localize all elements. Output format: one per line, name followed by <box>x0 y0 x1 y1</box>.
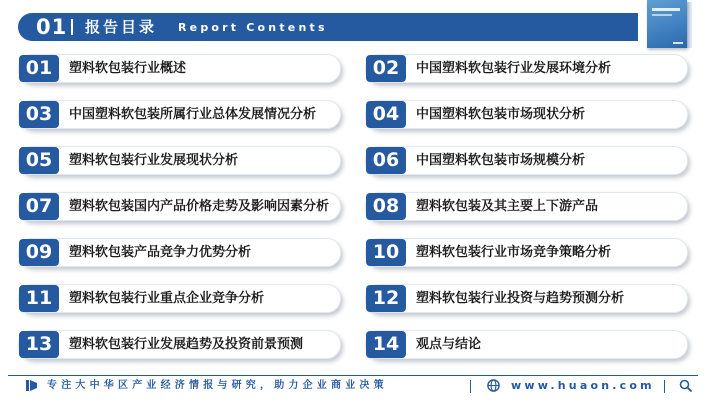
item-number: 07 <box>19 193 59 220</box>
item-number: 14 <box>366 331 406 358</box>
contents-item-07[interactable] <box>18 192 341 221</box>
contents-item-14[interactable] <box>365 330 688 359</box>
item-label: 塑料软包装国内产品价格走势及影响因素分析 <box>69 199 330 214</box>
item-label: 中国塑料软包装市场现状分析 <box>416 107 586 122</box>
item-label: 塑料软包装行业投资与趋势预测分析 <box>416 291 625 306</box>
item-label: 塑料软包装行业重点企业竞争分析 <box>69 291 265 306</box>
contents-item-09[interactable] <box>18 238 341 267</box>
contents-item-03[interactable] <box>18 100 341 129</box>
contents-item-10[interactable] <box>365 238 688 267</box>
item-number: 04 <box>366 101 406 128</box>
item-label: 塑料软包装行业概述 <box>69 61 187 76</box>
item-label: 观点与结论 <box>416 337 482 352</box>
page-title: 报告目录 <box>85 18 158 36</box>
item-number: 13 <box>19 331 59 358</box>
item-number: 12 <box>366 285 406 312</box>
item-number: 05 <box>19 147 59 174</box>
contents-item-06[interactable] <box>365 146 688 175</box>
contents-item-13[interactable] <box>18 330 341 359</box>
item-label: 塑料软包装行业发展现状分析 <box>69 153 239 168</box>
globe-icon <box>487 379 500 392</box>
item-label: 塑料软包装行业发展趋势及投资前景预测 <box>69 337 304 352</box>
contents-item-02[interactable] <box>365 54 688 83</box>
item-number: 02 <box>366 55 406 82</box>
footer-slogan: 专注大中华区产业经济情报与研究，助力企业商业决策 <box>47 380 388 391</box>
contents-item-12[interactable] <box>365 284 688 313</box>
item-number: 01 <box>19 55 59 82</box>
item-number: 11 <box>19 285 59 312</box>
item-number: 06 <box>366 147 406 174</box>
item-label: 中国塑料软包装市场规模分析 <box>416 153 586 168</box>
page-subtitle: Report Contents <box>178 21 328 34</box>
contents-item-08[interactable] <box>365 192 688 221</box>
footer-separator <box>664 380 665 393</box>
contents-item-05[interactable] <box>18 146 341 175</box>
item-number: 03 <box>19 101 59 128</box>
footer-divider <box>8 375 698 376</box>
search-icon[interactable] <box>679 379 692 392</box>
header-divider <box>71 19 73 35</box>
item-number: 09 <box>19 239 59 266</box>
item-label: 中国塑料软包装行业发展环境分析 <box>416 61 612 76</box>
item-number: 08 <box>366 193 406 220</box>
contents-item-01[interactable] <box>18 54 341 83</box>
contents-item-04[interactable] <box>365 100 688 129</box>
report-book-icon <box>647 0 693 50</box>
logo-icon <box>25 379 38 392</box>
item-label: 塑料软包装及其主要上下游产品 <box>416 199 599 214</box>
section-number: 01 <box>36 15 68 39</box>
footer-website[interactable]: www.huaon.com <box>511 379 655 392</box>
item-label: 塑料软包装行业市场竞争策略分析 <box>416 245 612 260</box>
item-label: 塑料软包装产品竞争力优势分析 <box>69 245 252 260</box>
contents-item-11[interactable] <box>18 284 341 313</box>
footer-separator <box>470 380 471 393</box>
item-number: 10 <box>366 239 406 266</box>
item-label: 中国塑料软包装所属行业总体发展情况分析 <box>69 107 317 122</box>
